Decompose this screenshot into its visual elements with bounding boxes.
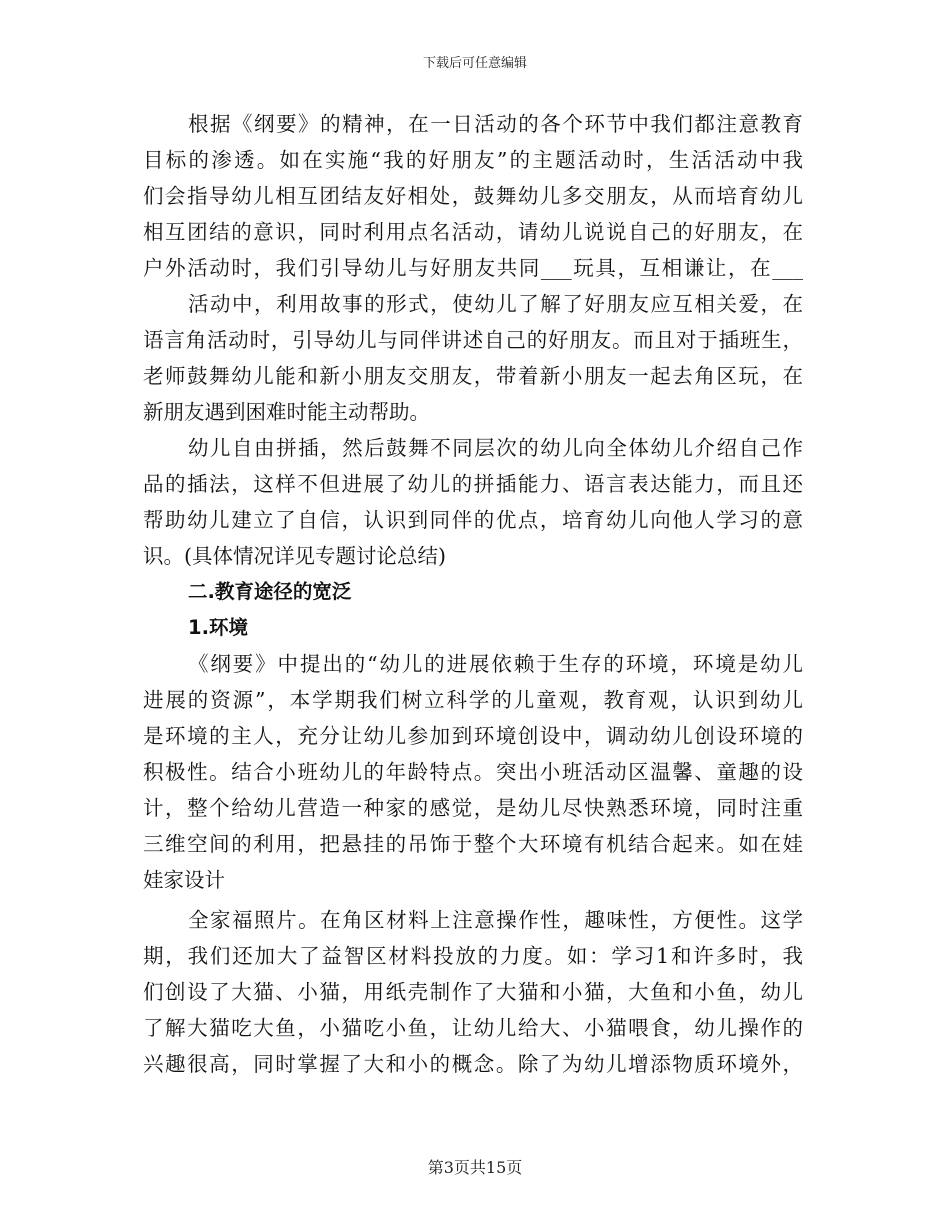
- paragraph-line: 品的插法，这样不但进展了幼儿的拼插能力、语言表达能力，而且还: [143, 472, 803, 496]
- page-header: 下载后可任意编辑: [422, 56, 527, 71]
- paragraph-line: 幼儿自由拼插，然后鼓舞不同层次的幼儿向全体幼儿介绍自己作: [188, 436, 803, 460]
- paragraph-line: 积极性。结合小班幼儿的年龄特点。突出小班活动区温馨、童趣的设: [143, 760, 803, 784]
- paragraph-line: 了解大猫吃大鱼，小猫吃小鱼，让幼儿给大、小猫喂食，幼儿操作的: [143, 1016, 803, 1040]
- paragraph-line: 娃家设计: [143, 868, 225, 892]
- paragraph-line: 们创设了大猫、小猫，用纸壳制作了大猫和小猫，大鱼和小鱼，幼儿: [143, 980, 803, 1004]
- paragraph-line: 根据《纲要》的精神，在一日活动的各个环节中我们都注意教育: [188, 112, 803, 136]
- paragraph-line: 老师鼓舞幼儿能和新小朋友交朋友，带着新小朋友一起去角区玩，在: [143, 364, 803, 388]
- paragraph-line: 计，整个给幼儿营造一种家的感觉，是幼儿尽快熟悉环境，同时注重: [143, 796, 803, 820]
- paragraph-line: 帮助幼儿建立了自信，认识到同伴的优点，培育幼儿向他人学习的意: [143, 508, 803, 532]
- paragraph-line: 户外活动时，我们引导幼儿与好朋友共同___玩具，互相谦让，在___: [143, 256, 803, 280]
- paragraph-line: 目标的渗透。如在实施“我的好朋友”的主题活动时，生活活动中我: [143, 148, 803, 172]
- paragraph-line: 是环境的主人，充分让幼儿参加到环境创设中，调动幼儿创设环境的: [143, 724, 803, 748]
- page-footer: 第3页共15页: [427, 1158, 523, 1177]
- paragraph-line: 兴趣很高，同时掌握了大和小的概念。除了为幼儿增添物质环境外，: [143, 1052, 803, 1076]
- paragraph-line: 全家福照片。在角区材料上注意操作性，趣味性，方便性。这学: [188, 908, 803, 932]
- paragraph-line: 进展的资源”，本学期我们树立科学的儿童观，教育观，认识到幼儿: [143, 688, 803, 712]
- paragraph-line: 识。(具体情况详见专题讨论总结): [143, 544, 446, 568]
- section-heading: 二.教育途径的宽泛: [188, 580, 352, 603]
- paragraph-line: 们会指导幼儿相互团结友好相处，鼓舞幼儿多交朋友，从而培育幼儿: [143, 184, 803, 208]
- subsection-heading: 1.环境: [188, 616, 248, 639]
- paragraph-line: 三维空间的利用，把悬挂的吊饰于整个大环境有机结合起来。如在娃: [143, 832, 803, 856]
- paragraph-line: 活动中，利用故事的形式，使幼儿了解了好朋友应互相关爱，在: [188, 292, 803, 316]
- paragraph-line: 期，我们还加大了益智区材料投放的力度。如：学习1和许多时，我: [143, 944, 803, 968]
- paragraph-line: 新朋友遇到困难时能主动帮助。: [143, 400, 430, 424]
- paragraph-line: 相互团结的意识，同时利用点名活动，请幼儿说说自己的好朋友，在: [143, 220, 803, 244]
- paragraph-line: 《纲要》中提出的“幼儿的进展依赖于生存的环境，环境是幼儿: [188, 652, 803, 676]
- document-body: [143, 106, 803, 1082]
- paragraph-line: 语言角活动时，引导幼儿与同伴讲述自己的好朋友。而且对于插班生，: [143, 328, 803, 352]
